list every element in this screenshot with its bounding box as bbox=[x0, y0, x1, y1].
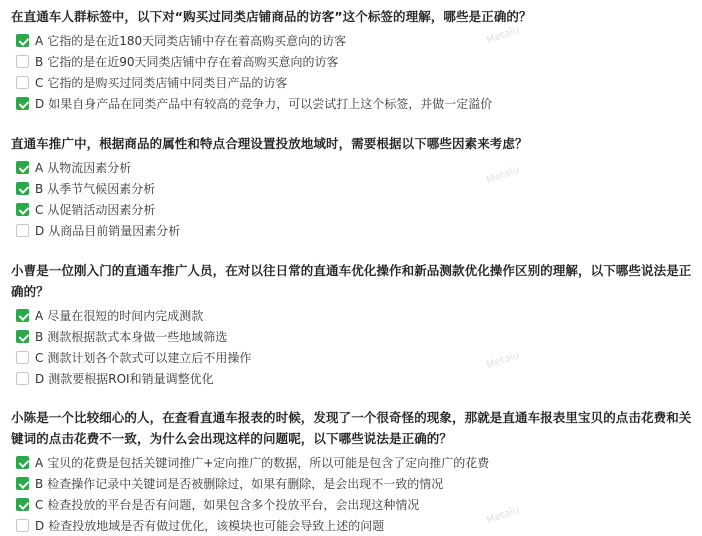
checkbox-checked[interactable] bbox=[16, 97, 29, 110]
question-title: 小陈是一个比较细心的人，在查看直通车报表的时候，发现了一个很奇怪的现象，那就是直通车报表里宝贝的点击花费和关键词的点击花费不一致，为什么会出现这样的问题呢，以下哪些说法是正确的？ bbox=[11, 410, 692, 446]
option-letter: B bbox=[35, 54, 44, 69]
checkbox-checked[interactable] bbox=[16, 498, 29, 511]
option-letter: A bbox=[35, 455, 44, 470]
option-b[interactable] bbox=[11, 178, 695, 199]
option-letter: C bbox=[35, 497, 44, 512]
option-c[interactable] bbox=[11, 494, 695, 515]
checkbox-checked[interactable] bbox=[16, 456, 29, 469]
option-b[interactable] bbox=[11, 473, 695, 494]
option-letter: D bbox=[35, 223, 45, 238]
option-text: 测款根据款式本身做一些地域筛选 bbox=[47, 330, 228, 344]
option-text: 从商品目前销量因素分析 bbox=[48, 224, 181, 238]
option-text: 它指的是在近180天同类店铺中存在着高购买意向的访客 bbox=[47, 34, 347, 48]
option-letter: C bbox=[35, 202, 44, 217]
option-a[interactable] bbox=[11, 305, 695, 326]
watermark: Metalu bbox=[485, 504, 521, 527]
option-text: 从季节气候因素分析 bbox=[47, 182, 156, 196]
option-b[interactable] bbox=[11, 326, 695, 347]
option-d[interactable] bbox=[11, 368, 695, 389]
checkbox-checked[interactable] bbox=[16, 182, 29, 195]
checkbox-unchecked[interactable] bbox=[16, 519, 29, 532]
option-text: 从促销活动因素分析 bbox=[47, 203, 156, 217]
checkbox-checked[interactable] bbox=[16, 309, 29, 322]
checkbox-unchecked[interactable] bbox=[16, 224, 29, 237]
option-letter: A bbox=[35, 33, 44, 48]
question-2 bbox=[11, 133, 695, 241]
option-d[interactable] bbox=[11, 93, 695, 114]
option-text: 检查投放地域是否有做过优化，该模块也可能会导致上述的问题 bbox=[48, 519, 385, 533]
option-letter: A bbox=[35, 308, 44, 323]
watermark: Metalu bbox=[485, 24, 521, 47]
option-letter: A bbox=[35, 160, 44, 175]
option-letter: B bbox=[35, 329, 44, 344]
option-d[interactable] bbox=[11, 515, 695, 536]
option-letter: D bbox=[35, 96, 45, 111]
checkbox-unchecked[interactable] bbox=[16, 55, 29, 68]
checkbox-checked[interactable] bbox=[16, 477, 29, 490]
checkbox-checked[interactable] bbox=[16, 203, 29, 216]
watermark: Metalu bbox=[485, 164, 521, 187]
option-d[interactable] bbox=[11, 220, 695, 241]
option-c[interactable] bbox=[11, 347, 695, 368]
checkbox-checked[interactable] bbox=[16, 330, 29, 343]
checkbox-unchecked[interactable] bbox=[16, 76, 29, 89]
option-text: 检查投放的平台是否有问题，如果包含多个投放平台，会出现这种情况 bbox=[47, 498, 420, 512]
option-letter: C bbox=[35, 75, 44, 90]
option-c[interactable] bbox=[11, 199, 695, 220]
option-text: 检查操作记录中关键词是否被删除过，如果有删除，是会出现不一致的情况 bbox=[47, 477, 444, 491]
checkbox-unchecked[interactable] bbox=[16, 351, 29, 364]
option-text: 如果自身产品在同类产品中有较高的竞争力，可以尝试打上这个标签，并做一定溢价 bbox=[48, 97, 493, 111]
option-letter: D bbox=[35, 371, 45, 386]
option-text: 它指的是购买过同类店铺中同类目产品的访客 bbox=[47, 76, 288, 90]
option-text: 从物流因素分析 bbox=[47, 161, 132, 175]
question-3 bbox=[11, 260, 695, 389]
option-text: 测款要根据ROI和销量调整优化 bbox=[48, 372, 214, 386]
question-title: 直通车推广中，根据商品的属性和特点合理设置投放地域时，需要根据以下哪些因素来考虑？ bbox=[11, 136, 528, 151]
option-letter: D bbox=[35, 518, 45, 533]
option-a[interactable] bbox=[11, 30, 695, 51]
question-title: 在直通车人群标签中，以下对“购买过同类店铺商品的访客”这个标签的理解，哪些是正确的？ bbox=[11, 9, 532, 24]
question-4 bbox=[11, 407, 695, 536]
checkbox-checked[interactable] bbox=[16, 34, 29, 47]
question-title: 小曹是一位刚入门的直通车推广人员，在对以往日常的直通车优化操作和新品测款优化操作区别的理解，以下哪些说法是正确的？ bbox=[11, 263, 692, 299]
option-letter: B bbox=[35, 476, 44, 491]
option-a[interactable] bbox=[11, 452, 695, 473]
option-text: 它指的是在近90天同类店铺中存在着高购买意向的访客 bbox=[47, 55, 339, 69]
watermark: Metalu bbox=[485, 349, 521, 372]
checkbox-unchecked[interactable] bbox=[16, 372, 29, 385]
question-1 bbox=[11, 6, 695, 114]
option-text: 宝贝的花费是包括关键词推广+定向推广的数据，所以可能是包含了定向推广的花费 bbox=[47, 456, 490, 470]
option-text: 尽量在很短的时间内完成测款 bbox=[47, 309, 204, 323]
checkbox-checked[interactable] bbox=[16, 161, 29, 174]
option-a[interactable] bbox=[11, 157, 695, 178]
option-c[interactable] bbox=[11, 72, 695, 93]
option-b[interactable] bbox=[11, 51, 695, 72]
option-text: 测款计划各个款式可以建立后不用操作 bbox=[47, 351, 252, 365]
option-letter: B bbox=[35, 181, 44, 196]
option-letter: C bbox=[35, 350, 44, 365]
